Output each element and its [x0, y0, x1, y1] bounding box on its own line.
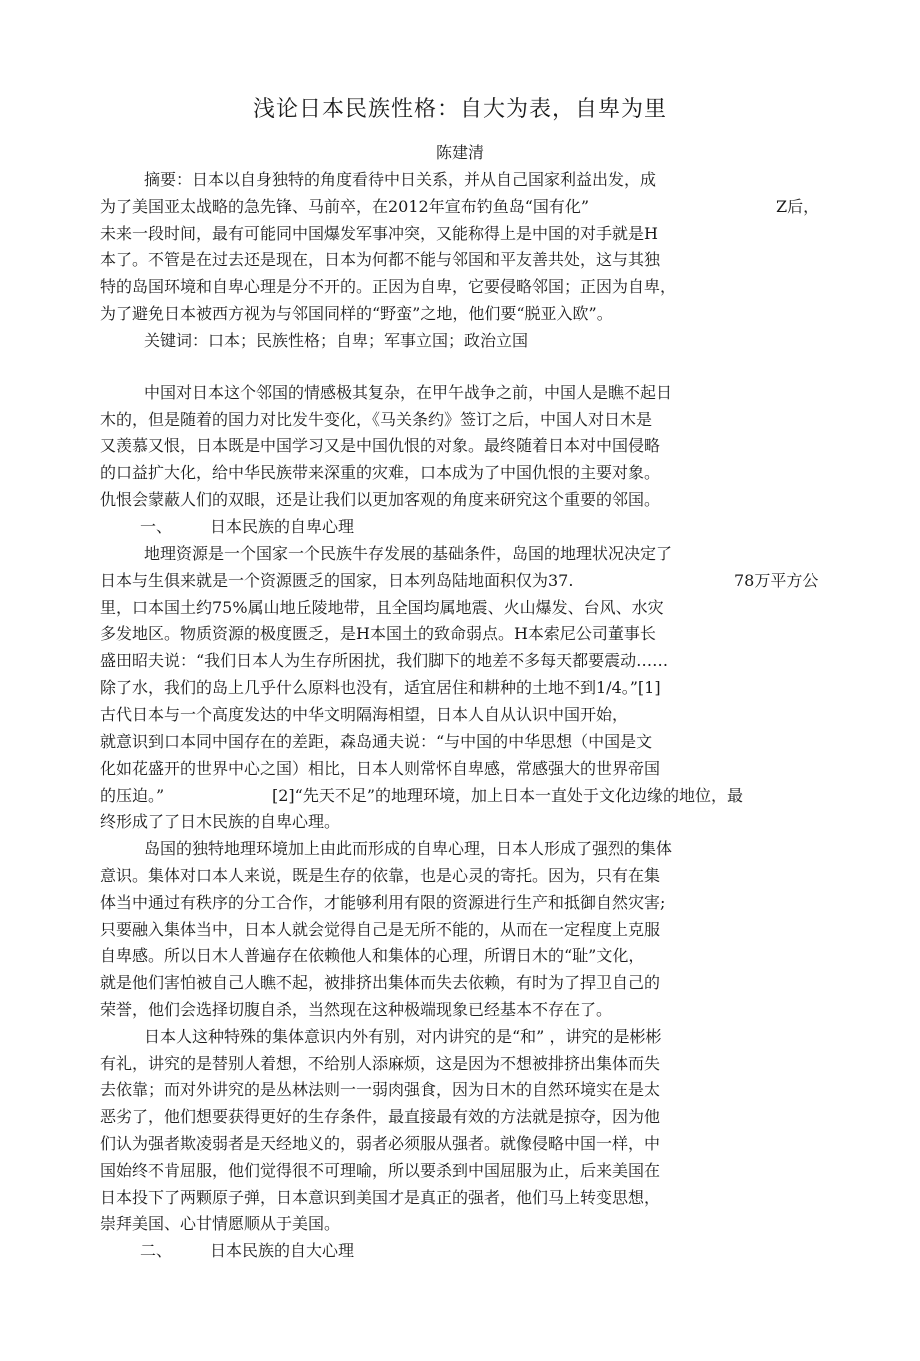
- paragraph-line: 意识。集体对口本人来说，既是生存的依靠，也是心灵的寄托。因为，只有在集: [100, 866, 661, 885]
- paragraph-line-fragment: 78万平方公: [734, 571, 819, 590]
- abstract-line-text: 为了美国亚太战略的急先锋、马前卒，在2012年宣布钓鱼岛“国有化”: [100, 197, 590, 216]
- section-title: 日本民族的自卑心理: [210, 517, 355, 536]
- paragraph-line: 岛国的独特地理环境加上由此而形成的自卑心理，日本人形成了强烈的集体: [144, 839, 673, 858]
- paragraph-line: 仇恨会蒙蔽人们的双眼，还是让我们以更加客观的角度来研究这个重要的邻国。: [100, 490, 661, 509]
- abstract-line: 本了。不管是在过去还是现在，日本为何都不能与邻国和平友善共处，这与其独: [100, 250, 661, 269]
- paragraph-line: 多发地区。物质资源的极度匮乏，是H本国土的致命弱点。H本索尼公司董事长: [100, 624, 656, 643]
- paragraph-line: 的口益扩大化，给中华民族带来深重的灾难，口本成为了中国仇恨的主要对象。: [100, 463, 661, 482]
- section-heading: [140, 1237, 840, 1264]
- paragraph-line-text: 日本与生俱来就是一个资源匮乏的国家，日本列岛陆地面积仅为37.: [100, 571, 574, 590]
- paragraph-line: 就意识到口本同中国存在的差距，森岛通夫说：“与中国的中华思想（中国是文: [100, 732, 653, 751]
- paragraph-line: 又羡慕又恨，日本既是中国学习又是中国仇恨的对象。最终随着日本对中国侵略: [100, 436, 661, 455]
- section-number: 一、: [140, 517, 173, 536]
- paragraph-line: 化如花盛开的世界中心之国）相比，日本人则常怀自卑感，常感强大的世界帝国: [100, 759, 661, 778]
- paragraph-line: [100, 782, 840, 809]
- paragraph-line: 地理资源是一个国家一个民族牛存发展的基础条件，岛国的地理状况决定了: [144, 544, 673, 563]
- paragraph-line-text: 的压迫。”: [100, 786, 165, 805]
- paragraph-line: 日本投下了两颗原子弹，日本意识到美国才是真正的强者，他们马上转变思想，: [100, 1188, 661, 1207]
- section-title: 日本民族的自大心理: [210, 1241, 355, 1260]
- abstract-line: 为了避免日本被西方视为与邻国同样的“野蛮”之地，他们要“脱亚入欧”。: [100, 304, 613, 323]
- paragraph-line: 终形成了了日木民族的自卑心理。: [100, 812, 341, 831]
- author-name: 陈建清: [435, 143, 484, 162]
- paragraph-line: 国始终不肯屈服，他们觉得很不可理喻，所以要杀到中国屈服为止，后来美国在: [100, 1161, 661, 1180]
- paragraph-line: 除了水，我们的岛上几乎什么原料也没有，适宜居住和耕种的土地不到1/4。”[1]: [100, 678, 661, 697]
- paragraph-line: 们认为强者欺凌弱者是天经地义的，弱者必须服从强者。就像侵略中国一样，中: [100, 1134, 661, 1153]
- abstract-line: 未来一段时间，最有可能同中国爆发军事冲突，又能称得上是中国的对手就是H: [100, 224, 658, 243]
- paragraph-line: 去依靠；而对外讲究的是丛林法则一一弱肉强食，因为日木的自然环境实在是太: [100, 1080, 661, 1099]
- section-heading: [140, 513, 840, 540]
- keywords: 关键词：口本；民族性格；自卑；军事立国；政治立国: [144, 331, 529, 350]
- paragraph-line: 自卑感。所以日木人普遍存在依赖他人和集体的心理，所谓日木的“耻”文化，: [100, 946, 645, 965]
- abstract-line: 摘要：日本以自身独特的角度看待中日关系，并从自己国家利益出发，成: [144, 170, 657, 189]
- paragraph-line: [100, 567, 840, 594]
- paragraph-line: 日本人这种特殊的集体意识内外有别，对内讲究的是“和” ，讲究的是彬彬: [144, 1027, 662, 1046]
- paragraph-line-fragment: [2]“先天不足”的地理环境，加上日本一直处于文化边缘的地位，最: [272, 786, 744, 805]
- paragraph-line: 只要融入集体当中，日本人就会觉得自己是无所不能的，从而在一定程度上克服: [100, 920, 661, 939]
- paragraph-line: 荣誉，他们会选择切腹自杀，当然现在这种极端现象已经基本不存在了。: [100, 1000, 613, 1019]
- paragraph-line: 崇拜美国、心甘情愿顺从于美国。: [100, 1214, 341, 1233]
- paragraph-line: 体当中通过有秩序的分工合作，才能够利用有限的资源进行生产和抵御自然灾害;: [100, 893, 666, 912]
- document-title: 浅论日本民族性格：自大为表，自卑为里: [252, 97, 667, 122]
- abstract-line-fragment: Z后，: [776, 197, 820, 216]
- paragraph-line: 有礼，讲究的是替别人着想，不给别人添麻烦，这是因为不想被排挤出集体而失: [100, 1054, 661, 1073]
- paragraph-line: 就是他们害怕被自己人瞧不起，被排挤出集体而失去依赖，有时为了捍卫自己的: [100, 973, 661, 992]
- paragraph-line: 古代日本与一个高度发达的中华文明隔海相望，日本人自从认识中国开始，: [100, 705, 629, 724]
- paragraph-line: 木的，但是随着的国力对比发牛变化，《马关条约》签订之后，中国人对日木是: [100, 410, 653, 429]
- abstract-line: 特的岛国环境和自卑心理是分不开的。正因为自卑，它要侵略邻国；正因为自卑，: [100, 277, 677, 296]
- paragraph-line: 盛田昭夫说：“我们日本人为生存所困扰，我们脚下的地差不多每天都要震动……: [100, 651, 669, 670]
- abstract-line: [100, 193, 840, 220]
- paragraph-line: 恶劣了，他们想要获得更好的生存条件，最直接最有效的方法就是掠夺，因为他: [100, 1107, 661, 1126]
- paragraph-line: 中国对日本这个邻国的情感极其复杂，在甲午战争之前，中国人是瞧不起日: [144, 383, 673, 402]
- section-number: 二、: [140, 1241, 173, 1260]
- paragraph-line: 里，口本国土约75%属山地丘陵地带，且全国均属地震、火山爆发、台风、水灾: [100, 598, 664, 617]
